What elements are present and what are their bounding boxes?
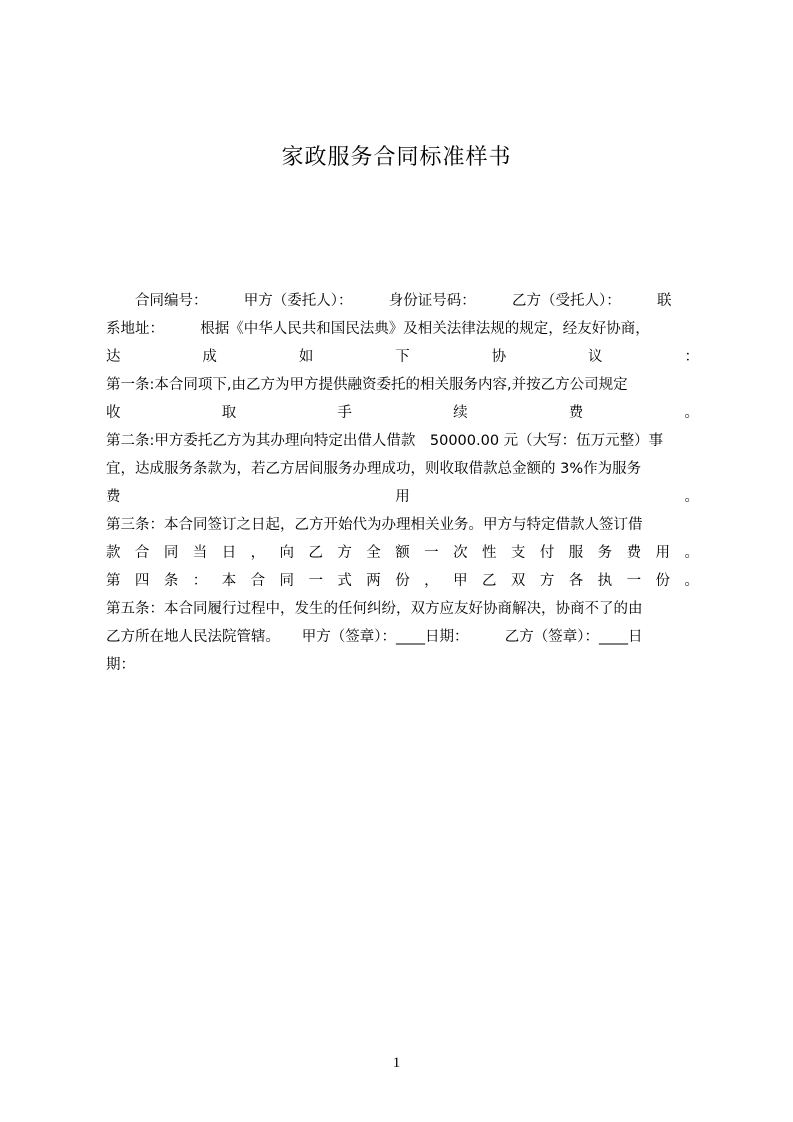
justified-char: 两 (366, 573, 381, 589)
justified-char: 成 (202, 349, 217, 365)
justified-char: 一 (424, 545, 439, 561)
justified-char: 性 (481, 545, 497, 561)
justified-char: 各 (568, 573, 584, 589)
justified-char: 款 (106, 545, 121, 561)
justified-line (106, 483, 699, 511)
justified-line (106, 399, 699, 427)
justified-char: 乙 (308, 545, 323, 561)
justified-char: 用 (655, 545, 671, 561)
justified-char: 甲 (453, 573, 468, 589)
justified-char: 。 (684, 573, 699, 589)
justified-char: 服 (568, 545, 584, 561)
justified-char: ， (424, 573, 439, 589)
justified-char: 一 (308, 573, 323, 589)
justified-char: 份 (395, 573, 410, 589)
justified-char: 费 (568, 405, 584, 421)
justified-char: 次 (453, 545, 468, 561)
justified-char: 手 (337, 405, 352, 421)
justified-char: 方 (337, 545, 352, 561)
justified-char: 。 (684, 545, 699, 561)
text-line: 宜，达成服务条款为，若乙方居间服务办理成功，则收取借款总金额的 3%作为服务 (106, 461, 642, 477)
justified-char: 执 (597, 573, 613, 589)
justified-char: 双 (510, 573, 526, 589)
justified-char: 同 (279, 573, 295, 589)
justified-char: 全 (366, 545, 381, 561)
justified-char: 本 (221, 573, 237, 589)
justified-char: 支 (510, 545, 526, 561)
justified-char: 。 (684, 405, 699, 421)
justified-char: 份 (655, 573, 671, 589)
justified-char: 务 (597, 545, 613, 561)
justified-char: 费 (626, 545, 642, 561)
justified-char: 当 (192, 545, 208, 561)
justified-char: 协 (491, 349, 507, 365)
justified-char: 议 (588, 349, 603, 365)
justified-char: 续 (453, 405, 468, 421)
justified-char: 下 (395, 349, 410, 365)
justified-char: 收 (106, 405, 121, 421)
justified-char: 日 (221, 545, 237, 561)
justified-char: 乙 (481, 573, 497, 589)
justified-char: ： (192, 573, 208, 589)
justified-char: 条 (163, 573, 179, 589)
text-line: 第一条:本合同项下,由乙方为甲方提供融资委托的相关服务内容,并按乙方公司规定 (106, 377, 628, 393)
text-line: 第二条:甲方委托乙方为其办理向特定出借人借款 50000.00 元（大写：伍万元整）事 (106, 433, 664, 449)
document-title: 家政服务合同标准样书 (281, 145, 512, 170)
text-line: 期： (106, 657, 135, 673)
justified-line (106, 567, 699, 595)
text-line: 第三条：本合同签订之日起，乙方开始代为办理相关业务。甲方与特定借款人签订借 (106, 517, 643, 533)
justified-char: 用 (395, 489, 410, 505)
justified-char: 如 (298, 349, 314, 365)
text-line: 系地址： 根据《中华人民共和国民法典》及相关法律法规的规定，经友好协商， (106, 321, 650, 337)
text-line: 合同编号： 甲方（委托人）： 身份证号码： 乙方（受托人）： 联 (106, 293, 672, 309)
text-line: 第五条：本合同履行过程中，发生的任何纠纷，双方应友好协商解决，协商不了的由 (106, 601, 643, 617)
justified-char: 式 (337, 573, 352, 589)
justified-char: ， (250, 545, 266, 561)
justified-char: 四 (134, 573, 150, 589)
justified-char: 取 (221, 405, 237, 421)
document-body (106, 287, 699, 679)
justified-char: 合 (134, 545, 150, 561)
justified-char: 一 (626, 573, 642, 589)
justified-char: 达 (106, 349, 121, 365)
justified-line (106, 343, 699, 371)
justified-char: 。 (684, 489, 699, 505)
justified-char: 付 (539, 545, 555, 561)
justified-line (106, 539, 699, 567)
justified-char: 费 (106, 489, 121, 505)
justified-char: 额 (395, 545, 410, 561)
text-line: 乙方所在地人民法院管辖。 甲方（签章）：____日期： 乙方（签章）：____日 (106, 629, 643, 645)
justified-char: 第 (106, 573, 121, 589)
justified-char: ： (684, 349, 699, 365)
justified-char: 向 (279, 545, 295, 561)
justified-char: 方 (539, 573, 555, 589)
justified-char: 合 (250, 573, 266, 589)
justified-char: 同 (163, 545, 179, 561)
page-number: 1 (392, 1055, 401, 1071)
